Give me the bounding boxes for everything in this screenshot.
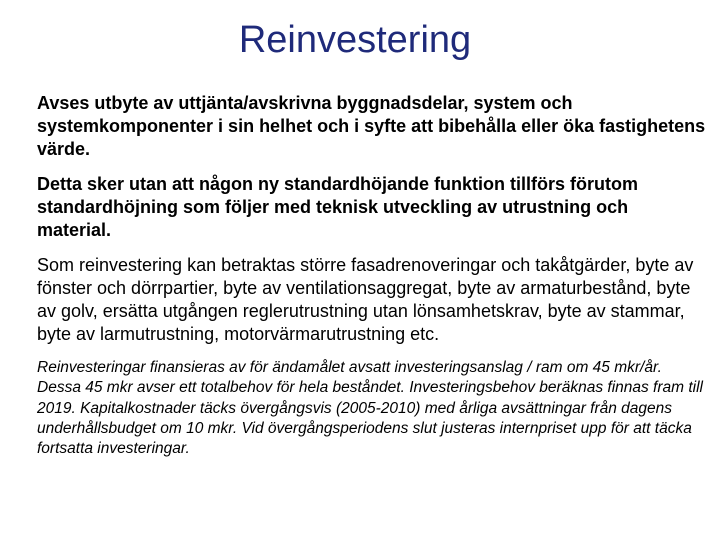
paragraph-financing: Reinvesteringar finansieras av för ändamålet avsatt investeringsanslag / ram om 45 mkr/år. Dessa 45 mkr avser ett totalbehov för hela beståndet. Investeringsbehov beräknas finnas fram till 2019. Kapitalkostnader täcks övergångsvis (2005-2010) med årliga avsättningar från dagens underhållsbudget om 10 mkr. Vid övergångsperiodens slut justeras internpriset upp för att täcka fortsatta investeringar. (37, 359, 703, 458)
slide-title: Reinvestering (238, 19, 472, 61)
paragraph-definition: Avses utbyte av uttjänta/avskrivna byggnadsdelar, system och systemkomponenter i sin helhet och i syfte att bibehålla eller öka fastighetens värde. (37, 93, 706, 159)
paragraph-examples: Som reinvestering kan betraktas större fasadrenoveringar och takåtgärder, byte av fönster och dörrpartier, byte av ventilationsaggregat, byte av armaturbestånd, byte av golv, ersätta utgången reglerutrustning utan lönsamhetskrav, byte av stammar, byte av larmutrustning, motorvärmarutrustning etc. (37, 255, 694, 344)
slide-body (37, 92, 707, 459)
paragraph-scope: Detta sker utan att någon ny standardhöjande funktion tillförs förutom standardhöjning som följer med teknisk utveckling av utrustning och material. (37, 174, 639, 240)
